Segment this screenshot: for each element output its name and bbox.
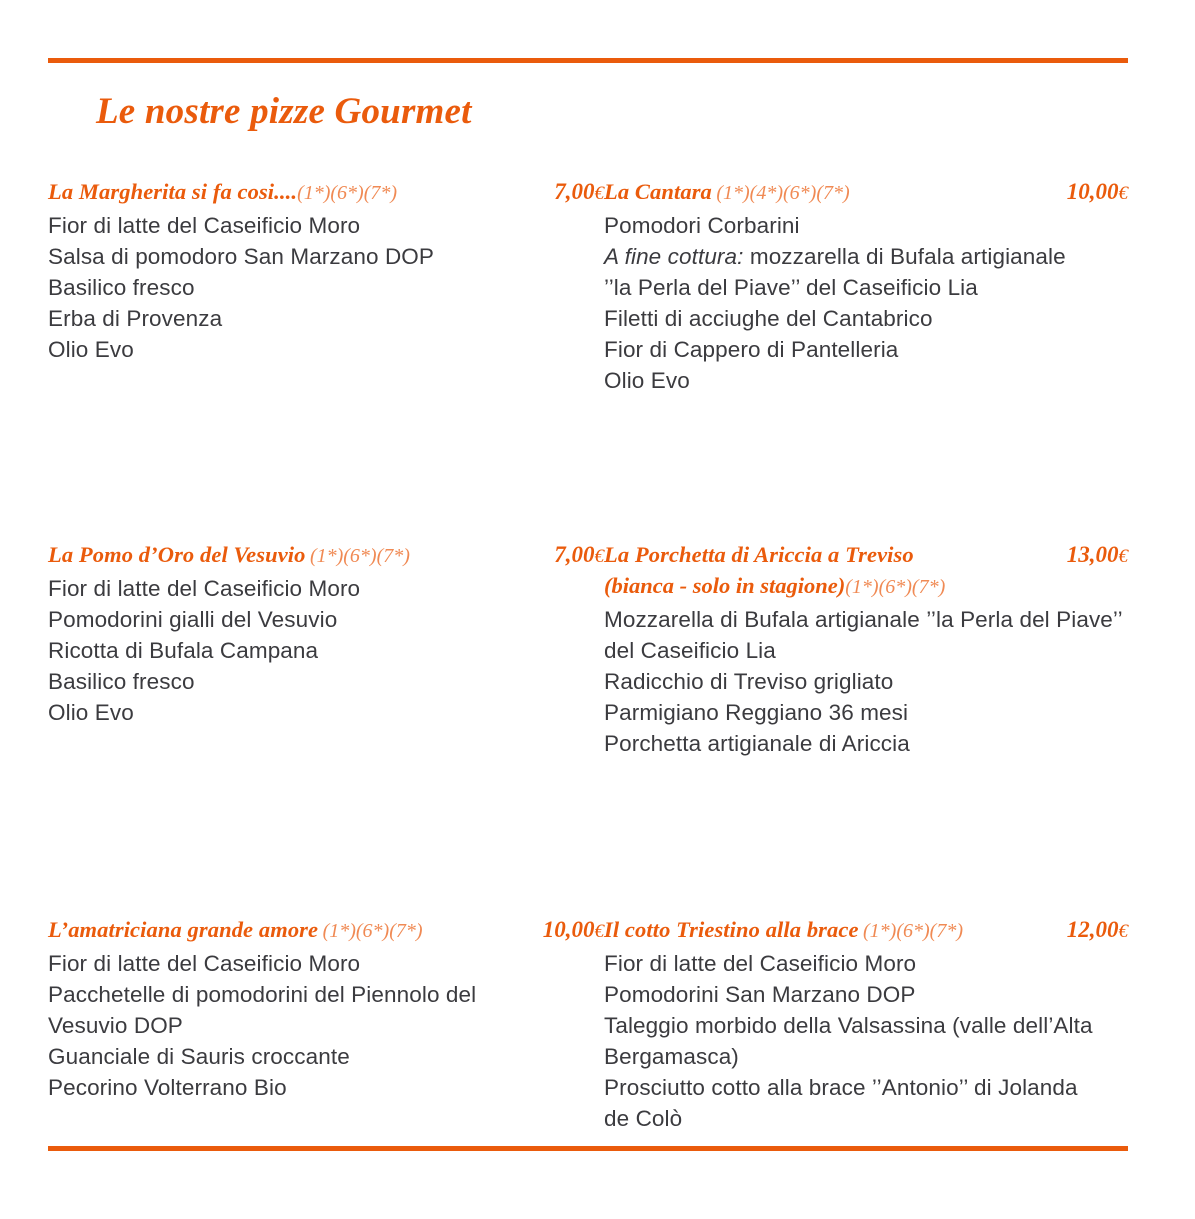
ingredient-line: Porchetta artigianale di Ariccia	[604, 731, 910, 756]
menu-item-header	[48, 539, 604, 572]
menu-item-title-block	[604, 176, 1057, 207]
currency-symbol: €	[1118, 183, 1128, 204]
price-value: 10,00	[542, 917, 595, 942]
page-title: Le nostre pizze Gourmet	[96, 91, 472, 132]
currency-symbol: €	[594, 921, 604, 942]
ingredient-line: Prosciutto cotto alla brace ’’Antonio’’ di Jolanda	[604, 1075, 1078, 1100]
ingredient-line: Vesuvio DOP	[48, 1013, 183, 1038]
ingredient-line: Bergamasca)	[604, 1044, 739, 1069]
ingredient-line: Pacchetelle di pomodorini del Piennolo del	[48, 982, 477, 1007]
ingredient-line: Ricotta di Bufala Campana	[48, 638, 319, 663]
menu-column-right	[604, 539, 1128, 914]
ingredient-line: Erba di Provenza	[48, 306, 223, 331]
ingredient-line: Pecorino Volterrano Bio	[48, 1075, 287, 1100]
allergen-codes: (1*)(6*)(7*)	[845, 576, 946, 598]
ingredient-line: Olio Evo	[48, 700, 134, 725]
menu-item-title-block	[604, 914, 1057, 945]
ingredient-line: Taleggio morbido della Valsassina (valle dell’Alta	[604, 1013, 1093, 1038]
ingredient-line: Basilico fresco	[48, 275, 195, 300]
price-value: 13,00	[1066, 542, 1119, 567]
currency-symbol: €	[1118, 921, 1128, 942]
menu-column-left	[48, 176, 604, 539]
ingredient-line: Mozzarella di Bufala artigianale ’’la Perla del Piave’’	[604, 607, 1123, 632]
ingredient-line: Fior di latte del Caseificio Moro	[604, 951, 917, 976]
currency-symbol: €	[594, 183, 604, 204]
menu-item-price	[1057, 914, 1128, 947]
allergen-codes: (1*)(6*)(7*)	[863, 920, 963, 942]
ingredient-line: Guanciale di Sauris croccante	[48, 1044, 350, 1069]
bottom-divider-rule	[48, 1146, 1128, 1151]
menu-item-price	[544, 176, 604, 209]
ingredient-line	[604, 241, 1128, 272]
menu-column-left	[48, 539, 604, 914]
ingredient-line: de Colò	[604, 1106, 683, 1131]
ingredient-line: Pomodorini gialli del Vesuvio	[48, 607, 338, 632]
ingredient-list	[48, 210, 604, 365]
ingredient-line: Pomodorini San Marzano DOP	[604, 982, 916, 1007]
menu-row	[48, 914, 1128, 1134]
menu-item-title-block	[48, 914, 533, 945]
menu-item-name: La Porchetta di Ariccia a Treviso	[604, 542, 914, 567]
menu-item-name: Il cotto Triestino alla brace	[604, 917, 859, 942]
menu-item	[48, 914, 604, 1103]
ingredient-emphasis: A fine cottura:	[604, 244, 744, 269]
allergen-codes: (1*)(6*)(7*)	[297, 182, 398, 204]
ingredient-line: ’’la Perla del Piave’’ del Caseificio Lia	[604, 275, 978, 300]
menu-item-name: La Cantara	[604, 179, 712, 204]
menu-item-price	[1057, 176, 1128, 209]
ingredient-line: Fior di latte del Caseificio Moro	[48, 576, 361, 601]
price-value: 7,00	[554, 542, 595, 567]
menu-item	[604, 176, 1128, 396]
currency-symbol: €	[1118, 546, 1128, 567]
menu-column-right	[604, 176, 1128, 539]
menu-item	[48, 176, 604, 365]
ingredient-line: Olio Evo	[604, 368, 690, 393]
menu-item-header	[604, 539, 1128, 603]
menu-item-title-block	[604, 539, 1057, 603]
ingredient-text: mozzarella di Bufala artigianale	[743, 244, 1066, 269]
ingredient-list	[604, 604, 1128, 759]
menu-item-price	[533, 914, 604, 947]
price-value: 12,00	[1066, 917, 1119, 942]
menu-items-grid	[48, 176, 1128, 1134]
allergen-codes: (1*)(6*)(7*)	[309, 545, 410, 567]
menu-item-title-block	[48, 176, 544, 207]
menu-item	[604, 539, 1128, 759]
menu-item-name-line2-wrap	[604, 570, 1057, 603]
menu-item-name-line2: (bianca - solo in stagione)	[604, 573, 846, 598]
menu-item-name: La Margherita si fa cosi....	[48, 179, 298, 204]
menu-item-header	[604, 176, 1128, 209]
ingredient-line: Fior di latte del Caseificio Moro	[48, 951, 361, 976]
menu-item-header	[48, 176, 604, 209]
allergen-codes: (1*)(6*)(7*)	[322, 920, 423, 942]
top-divider-rule	[48, 58, 1128, 63]
menu-row	[48, 539, 1128, 914]
menu-column-left	[48, 914, 604, 1134]
menu-row	[48, 176, 1128, 539]
allergen-codes: (1*)(4*)(6*)(7*)	[716, 182, 850, 204]
ingredient-line: del Caseificio Lia	[604, 638, 776, 663]
menu-column-right	[604, 914, 1128, 1134]
ingredient-line: Pomodori Corbarini	[604, 213, 800, 238]
ingredient-list	[48, 948, 604, 1103]
menu-item-name: La Pomo d’Oro del Vesuvio	[48, 542, 306, 567]
menu-item-header	[604, 914, 1128, 947]
currency-symbol: €	[594, 546, 604, 567]
ingredient-line: Fior di latte del Caseificio Moro	[48, 213, 361, 238]
menu-item-title-block	[48, 539, 544, 570]
ingredient-line: Salsa di pomodoro San Marzano DOP	[48, 244, 434, 269]
price-value: 7,00	[554, 179, 595, 204]
ingredient-line: Parmigiano Reggiano 36 mesi	[604, 700, 909, 725]
ingredient-line: Filetti di acciughe del Cantabrico	[604, 306, 933, 331]
ingredient-line: Basilico fresco	[48, 669, 195, 694]
ingredient-list	[48, 573, 604, 728]
ingredient-list	[604, 948, 1128, 1134]
menu-item-name: L’amatriciana grande amore	[48, 917, 319, 942]
menu-item-price	[1057, 539, 1128, 572]
menu-item	[48, 539, 604, 728]
ingredient-list	[604, 210, 1128, 396]
ingredient-line: Olio Evo	[48, 337, 134, 362]
menu-item-header	[48, 914, 604, 947]
price-value: 10,00	[1066, 179, 1119, 204]
ingredient-line: Fior di Cappero di Pantelleria	[604, 337, 899, 362]
ingredient-line: Radicchio di Treviso grigliato	[604, 669, 894, 694]
menu-item	[604, 914, 1128, 1134]
menu-item-price	[544, 539, 604, 572]
